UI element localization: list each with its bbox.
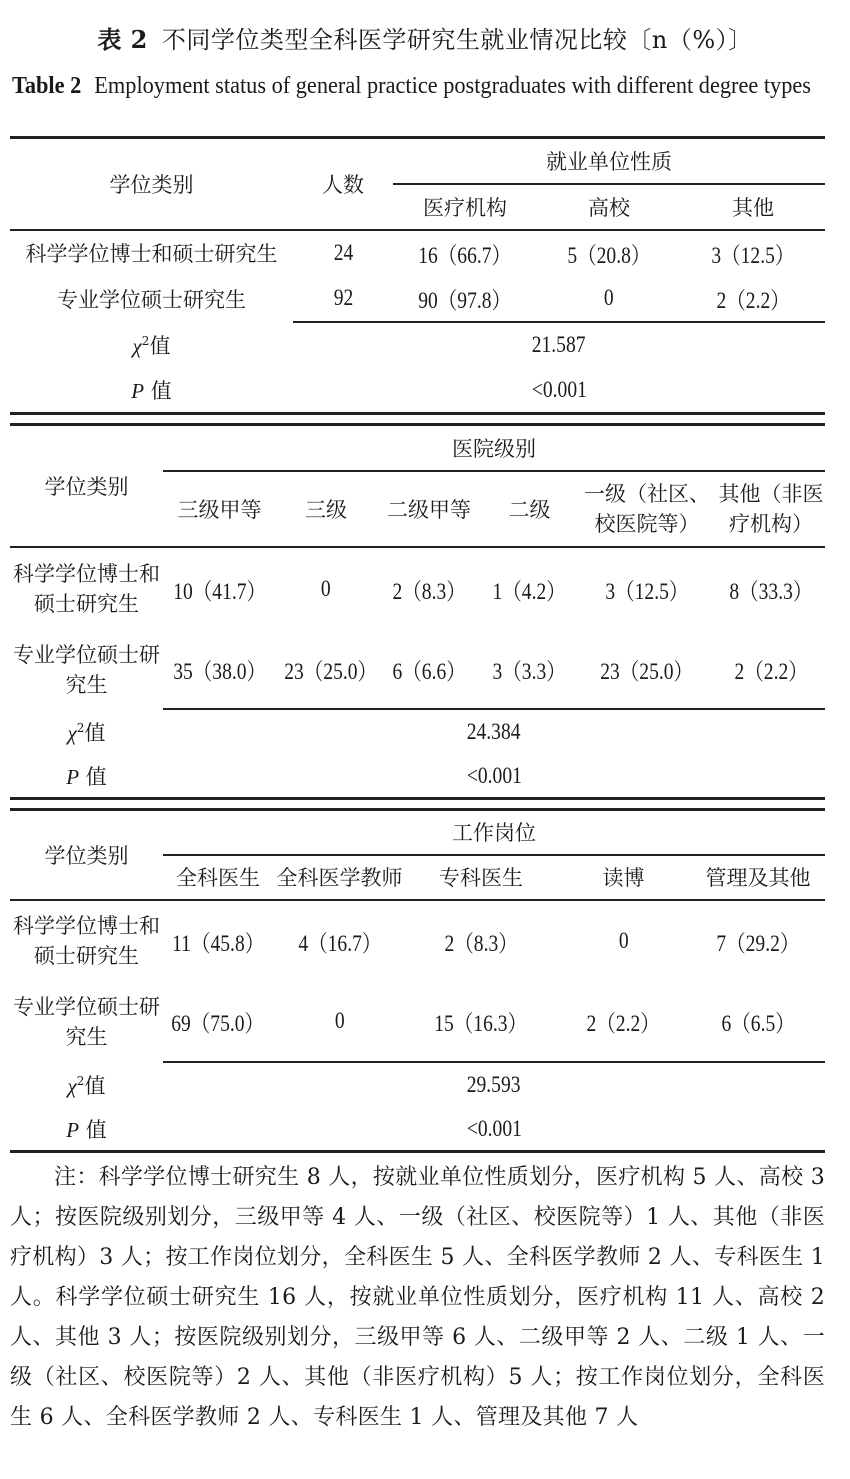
- cell-value: 4（16.7）: [297, 930, 382, 956]
- table-row: [10, 276, 825, 322]
- subheader-tertiary-a: 三级甲等: [163, 471, 276, 547]
- subheader-secondary: 二级: [482, 471, 577, 547]
- table-label-cn: 表 2: [97, 25, 148, 54]
- chi-square-label: $\chi^2$值: [67, 720, 106, 745]
- cell-value: 23（25.0）: [600, 658, 694, 684]
- cell-value: 8（33.3）: [729, 578, 813, 604]
- p-value-row: [10, 1108, 825, 1152]
- header-count: 人数: [293, 138, 393, 230]
- p-value-row: [10, 755, 825, 799]
- cell-value: 16（66.7）: [418, 242, 512, 268]
- cell-value: 3（3.3）: [492, 658, 567, 684]
- header-group-hospital-level: 医院级别: [163, 425, 825, 471]
- table-row: [10, 631, 825, 709]
- cell-value: 5（20.8）: [567, 242, 651, 268]
- p-value-label: P 值: [10, 1108, 163, 1152]
- cell-value: 3（12.5）: [711, 242, 795, 268]
- chi-square-value: 24.384: [467, 719, 521, 744]
- row-count: 24: [333, 240, 353, 265]
- p-value-label: P 值: [10, 368, 293, 414]
- header-group-employer: 就业单位性质: [393, 138, 825, 184]
- employer-type-table: [10, 136, 825, 415]
- row-degree: 科学学位博士和硕士研究生: [13, 562, 160, 616]
- chi-square-row: [10, 322, 825, 368]
- row-degree: 专业学位硕士研究生: [13, 642, 160, 697]
- header-degree: 学位类别: [10, 138, 293, 230]
- table-label-en: Table 2: [12, 73, 82, 99]
- cell-value: 0: [618, 928, 629, 953]
- cell-value: 69（75.0）: [171, 1010, 265, 1036]
- table-footnote: [10, 1158, 825, 1438]
- table-caption-cn: [0, 20, 850, 60]
- cell-value: 0: [321, 576, 331, 601]
- cell-value: 2（8.3）: [392, 578, 466, 604]
- table-row: [10, 230, 825, 276]
- table-title-en: Employment status of general practice postgraduates with different degree types: [94, 73, 811, 99]
- row-degree: 专业学位硕士研究生: [57, 287, 246, 312]
- cell-value: 1（4.2）: [492, 578, 567, 604]
- job-position-table: [10, 808, 825, 1153]
- subheader-phd: 读博: [556, 855, 691, 900]
- table-row: [10, 982, 825, 1062]
- chi-square-row: [10, 709, 825, 755]
- chi-square-label: $\chi^2$值: [67, 1073, 106, 1098]
- subheader-other: 其他: [681, 184, 825, 230]
- chi-square-row: [10, 1062, 825, 1108]
- subheader-university: 高校: [537, 184, 681, 230]
- cell-value: 6（6.6）: [392, 658, 466, 684]
- header-group-job: 工作岗位: [163, 810, 825, 855]
- p-value-row: [10, 368, 825, 414]
- row-degree: 科学学位博士和硕士研究生: [25, 242, 278, 266]
- p-value: <0.001: [466, 1115, 522, 1141]
- p-value: <0.001: [466, 762, 522, 788]
- hospital-level-table: [10, 423, 825, 800]
- header-degree: 学位类别: [10, 425, 163, 547]
- table-row: [10, 547, 825, 631]
- cell-value: 7（29.2）: [716, 930, 800, 956]
- subheader-gp-teacher: 全科医学教师: [273, 855, 406, 900]
- cell-value: 35（38.0）: [173, 658, 266, 684]
- p-value-label: P 值: [10, 755, 163, 799]
- cell-value: 2（2.2）: [716, 287, 790, 313]
- chi-square-label: $\chi^2$值: [132, 333, 171, 358]
- row-count: 92: [333, 285, 353, 310]
- chi-square-value: 21.587: [532, 332, 586, 357]
- footnote-text: 注：科学学位博士研究生 8 人，按就业单位性质划分，医疗机构 5 人、高校 3 人；按医院级别划分，三级甲等 4 人、一级（社区、校医院等）1 人、其他（非医疗机构）3 人；按工作岗位划分，全科医生 5 人、全科医学教师 2 人、专科医生 1 人。科学学位硕士研究生 16 人，按就业单位性质划分，医疗机构 11 人、高校 2 人、其他 3 人；按医院级别划分，三级甲等 6 人、二级甲等 2 人、二级 1 人、一级（社区、校医院等）2 人、其他（非医疗机构）5 人；按工作岗位划分，全科医生 6 人、全科医学教师 2 人、专科医生 1 人、管理及其他 7 人: [10, 1165, 825, 1430]
- subheader-secondary-a: 二级甲等: [376, 471, 482, 547]
- cell-value: 23（25.0）: [284, 658, 378, 684]
- subheader-non-medical: 其他（非医疗机构）: [717, 471, 825, 547]
- subheader-tertiary: 三级: [276, 471, 376, 547]
- cell-value: 6（6.5）: [721, 1010, 795, 1036]
- table-title-cn: 不同学位类型全科医学研究生就业情况比较〔n（%）〕: [161, 26, 753, 54]
- header-degree: 学位类别: [10, 810, 163, 900]
- subheader-management: 管理及其他: [691, 855, 825, 900]
- cell-value: 2（2.2）: [734, 658, 808, 684]
- p-value: <0.001: [531, 376, 587, 402]
- subheader-specialist: 专科医生: [406, 855, 556, 900]
- cell-value: 15（16.3）: [434, 1010, 528, 1036]
- cell-value: 90（97.8）: [418, 287, 512, 313]
- cell-value: 2（2.2）: [586, 1010, 661, 1036]
- cell-value: 10（41.7）: [173, 578, 266, 604]
- row-degree: 专业学位硕士研究生: [13, 994, 160, 1049]
- cell-value: 11（45.8）: [171, 930, 265, 956]
- chi-square-value: 29.593: [467, 1072, 521, 1097]
- cell-value: 0: [604, 285, 614, 310]
- subheader-primary: 一级（社区、校医院等）: [577, 471, 717, 547]
- subheader-gp: 全科医生: [163, 855, 273, 900]
- cell-value: 3（12.5）: [605, 578, 689, 604]
- cell-value: 2（8.3）: [444, 930, 518, 956]
- subheader-medical: 医疗机构: [393, 184, 537, 230]
- table-caption-en: [12, 66, 838, 106]
- cell-value: 0: [334, 1008, 345, 1033]
- row-degree: 科学学位博士和硕士研究生: [13, 914, 160, 968]
- table-row: [10, 900, 825, 982]
